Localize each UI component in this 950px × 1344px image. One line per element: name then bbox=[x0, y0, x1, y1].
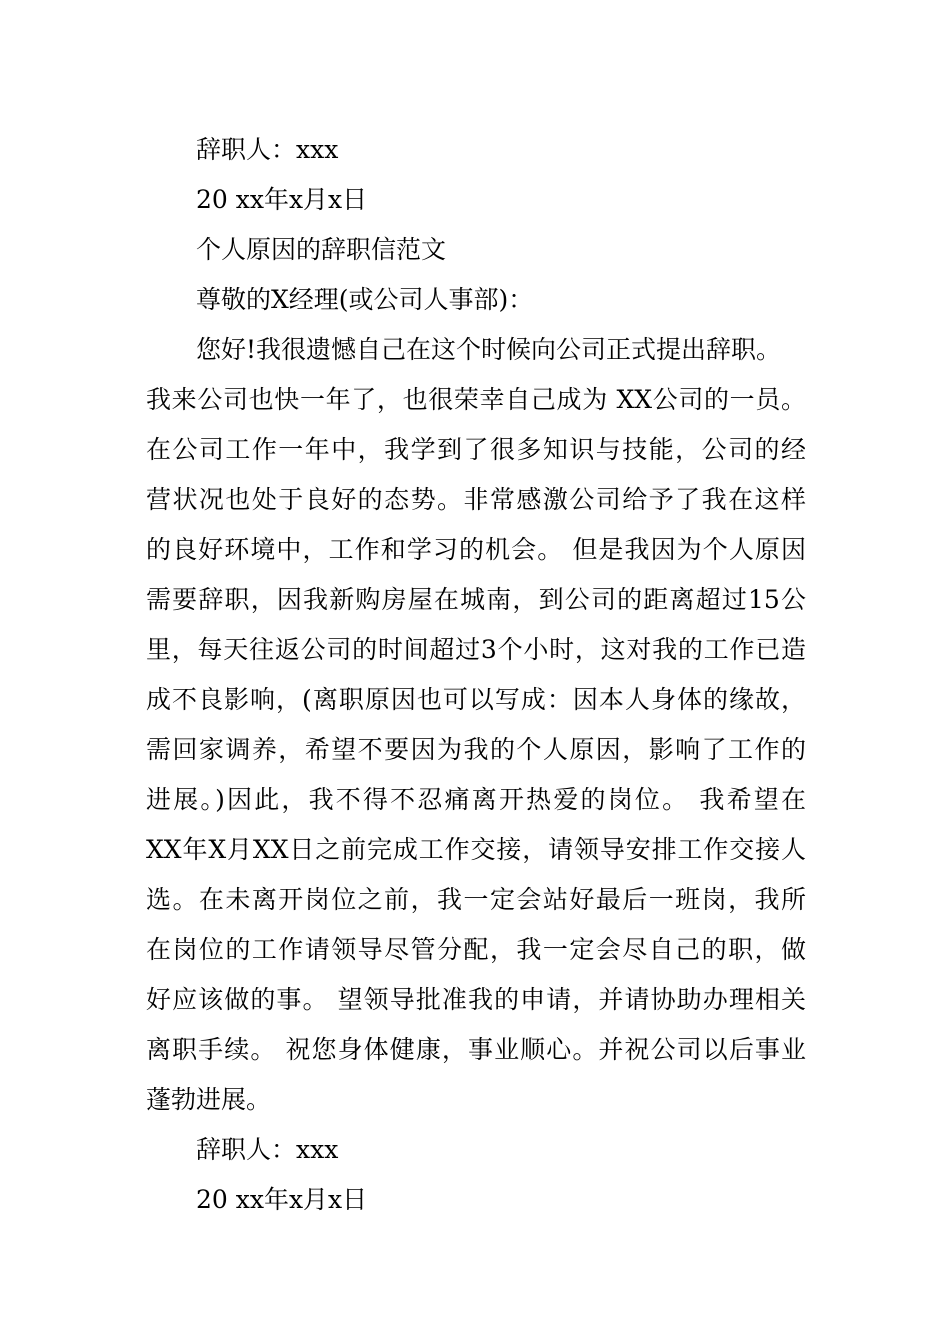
salutation: 尊敬的X经理(或公司人事部)： bbox=[196, 285, 534, 314]
body-line: 成不良影响，(离职原因也可以写成：因本人身体的缘故， bbox=[146, 685, 806, 714]
signature-bottom-date: 20 xx年x月x日 bbox=[196, 1185, 368, 1214]
body-line: 在公司工作一年中，我学到了很多知识与技能，公司的经 bbox=[146, 435, 806, 464]
body-line: XX年X月XX日之前完成工作交接，请领导安排工作交接人 bbox=[146, 835, 806, 864]
body-line: 您好!我很遗憾自己在这个时候向公司正式提出辞职。 bbox=[196, 335, 782, 364]
body-line: 选。在未离开岗位之前，我一定会站好最后一班岗，我所 bbox=[146, 885, 806, 914]
signature-top-label: 辞职人：xxx bbox=[196, 135, 339, 164]
body-line: 需回家调养，希望不要因为我的个人原因，影响了工作的 bbox=[146, 735, 806, 764]
body-line: 营状况也处于良好的态势。非常感激公司给予了我在这样 bbox=[146, 485, 806, 514]
document-title: 个人原因的辞职信范文 bbox=[196, 235, 447, 264]
body-line: 好应该做的事。 望领导批准我的申请，并请协助办理相关 bbox=[146, 985, 806, 1014]
body-line: 在岗位的工作请领导尽管分配，我一定会尽自己的职，做 bbox=[146, 935, 806, 964]
body-line: 里，每天往返公司的时间超过3个小时，这对我的工作已造 bbox=[146, 635, 806, 664]
signature-top-date: 20 xx年x月x日 bbox=[196, 185, 368, 214]
body-line: 进展。)因此，我不得不忍痛离开热爱的岗位。 我希望在 bbox=[146, 785, 806, 814]
body-line: 的良好环境中，工作和学习的机会。 但是我因为个人原因 bbox=[146, 535, 806, 564]
signature-bottom-label: 辞职人：xxx bbox=[196, 1135, 339, 1164]
body-line: 需要辞职，因我新购房屋在城南，到公司的距离超过15公 bbox=[146, 585, 806, 614]
body-line: 离职手续。 祝您身体健康，事业顺心。并祝公司以后事业 bbox=[146, 1035, 806, 1064]
body-line: 蓬勃进展。 bbox=[146, 1085, 272, 1114]
body-line: 我来公司也快一年了，也很荣幸自己成为 XX公司的一员。 bbox=[146, 385, 806, 414]
